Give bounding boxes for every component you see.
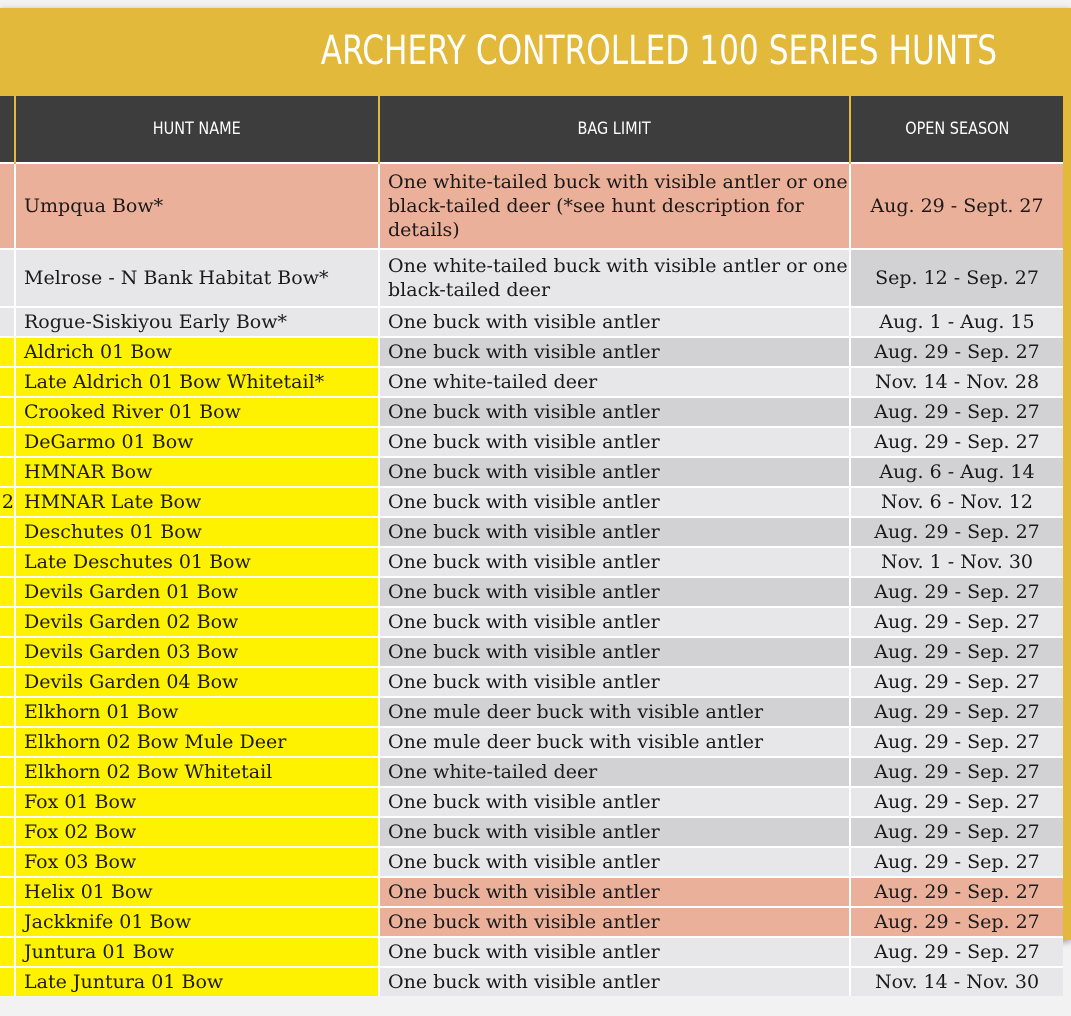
row-stub <box>0 787 15 817</box>
hunt-table-panel <box>0 8 1071 993</box>
table-row <box>0 967 1063 996</box>
hunt-name-cell: Devils Garden 03 Bow <box>15 637 379 667</box>
hunt-name-cell: Umpqua Bow* <box>15 163 379 249</box>
open-season-cell: Nov. 14 - Nov. 28 <box>850 367 1063 397</box>
bag-limit-cell: One mule deer buck with visible antler <box>379 727 850 757</box>
hunt-name-cell: Elkhorn 02 Bow Whitetail <box>15 757 379 787</box>
table-row <box>0 547 1063 577</box>
hunt-name-cell: Devils Garden 02 Bow <box>15 607 379 637</box>
bag-limit-cell: One mule deer buck with visible antler <box>379 697 850 727</box>
row-stub: 2 <box>0 487 15 517</box>
header-bag-limit <box>379 96 850 163</box>
hunt-name-cell: HMNAR Late Bow <box>15 487 379 517</box>
row-stub <box>0 727 15 757</box>
bag-limit-cell: One buck with visible antler <box>379 607 850 637</box>
hunt-name-cell: Fox 02 Bow <box>15 817 379 847</box>
open-season-cell: Aug. 29 - Sep. 27 <box>850 937 1063 967</box>
row-stub <box>0 249 15 307</box>
hunt-name-cell: DeGarmo 01 Bow <box>15 427 379 457</box>
table-row <box>0 577 1063 607</box>
table-row <box>0 163 1063 249</box>
hunt-name-cell: Helix 01 Bow <box>15 877 379 907</box>
table-row <box>0 427 1063 457</box>
header-stub <box>0 96 15 163</box>
hunts-table-wrap <box>0 96 1063 996</box>
bag-limit-cell: One buck with visible antler <box>379 637 850 667</box>
header-hunt-name-label: HUNT NAME <box>153 119 241 139</box>
open-season-cell: Aug. 29 - Sep. 27 <box>850 727 1063 757</box>
open-season-cell: Aug. 29 - Sep. 27 <box>850 757 1063 787</box>
row-stub <box>0 877 15 907</box>
bag-limit-cell: One buck with visible antler <box>379 787 850 817</box>
row-stub <box>0 637 15 667</box>
table-row <box>0 337 1063 367</box>
open-season-cell: Aug. 29 - Sep. 27 <box>850 577 1063 607</box>
table-row <box>0 517 1063 547</box>
table-row <box>0 607 1063 637</box>
row-stub <box>0 517 15 547</box>
row-stub <box>0 817 15 847</box>
bag-limit-cell: One buck with visible antler <box>379 517 850 547</box>
hunt-name-cell: Fox 03 Bow <box>15 847 379 877</box>
table-row <box>0 667 1063 697</box>
open-season-cell: Aug. 29 - Sep. 27 <box>850 517 1063 547</box>
row-stub <box>0 457 15 487</box>
table-row <box>0 697 1063 727</box>
open-season-cell: Aug. 29 - Sep. 27 <box>850 637 1063 667</box>
row-stub <box>0 427 15 457</box>
row-stub <box>0 163 15 249</box>
hunt-name-cell: Melrose - N Bank Habitat Bow* <box>15 249 379 307</box>
table-row <box>0 817 1063 847</box>
hunt-name-cell: Deschutes 01 Bow <box>15 517 379 547</box>
row-stub <box>0 667 15 697</box>
bag-limit-cell: One buck with visible antler <box>379 457 850 487</box>
table-row <box>0 907 1063 937</box>
open-season-cell: Aug. 29 - Sept. 27 <box>850 163 1063 249</box>
title-bar <box>0 8 1071 96</box>
bag-limit-cell: One white-tailed deer <box>379 367 850 397</box>
open-season-cell: Aug. 29 - Sep. 27 <box>850 877 1063 907</box>
open-season-cell: Aug. 29 - Sep. 27 <box>850 787 1063 817</box>
bag-limit-cell: One buck with visible antler <box>379 937 850 967</box>
bag-limit-cell: One white-tailed buck with visible antler or one black-tailed deer (*see hunt description for details) <box>379 163 850 249</box>
hunt-name-cell: Fox 01 Bow <box>15 787 379 817</box>
row-stub <box>0 397 15 427</box>
header-hunt-name <box>15 96 379 163</box>
row-stub <box>0 937 15 967</box>
bag-limit-cell: One buck with visible antler <box>379 487 850 517</box>
bag-limit-cell: One buck with visible antler <box>379 847 850 877</box>
hunt-name-cell: Jackknife 01 Bow <box>15 907 379 937</box>
bag-limit-cell: One buck with visible antler <box>379 877 850 907</box>
hunt-name-cell: Elkhorn 02 Bow Mule Deer <box>15 727 379 757</box>
page-title: ARCHERY CONTROLLED 100 SERIES HUNTS <box>320 28 997 74</box>
bag-limit-cell: One buck with visible antler <box>379 907 850 937</box>
row-stub <box>0 607 15 637</box>
open-season-cell: Aug. 29 - Sep. 27 <box>850 667 1063 697</box>
table-row <box>0 847 1063 877</box>
hunt-name-cell: Aldrich 01 Bow <box>15 337 379 367</box>
hunt-name-cell: Elkhorn 01 Bow <box>15 697 379 727</box>
table-row <box>0 367 1063 397</box>
table-row <box>0 457 1063 487</box>
open-season-cell: Aug. 29 - Sep. 27 <box>850 427 1063 457</box>
hunt-name-cell: Late Aldrich 01 Bow Whitetail* <box>15 367 379 397</box>
row-stub <box>0 577 15 607</box>
bag-limit-cell: One buck with visible antler <box>379 967 850 996</box>
row-stub <box>0 697 15 727</box>
row-stub <box>0 907 15 937</box>
table-row <box>0 487 1063 517</box>
hunt-name-cell: Crooked River 01 Bow <box>15 397 379 427</box>
open-season-cell: Nov. 6 - Nov. 12 <box>850 487 1063 517</box>
row-stub <box>0 967 15 996</box>
open-season-cell: Aug. 29 - Sep. 27 <box>850 607 1063 637</box>
row-stub <box>0 757 15 787</box>
table-row <box>0 307 1063 337</box>
open-season-cell: Aug. 29 - Sep. 27 <box>850 337 1063 367</box>
header-open-season-label: OPEN SEASON <box>904 119 1010 139</box>
hunt-name-cell: Juntura 01 Bow <box>15 937 379 967</box>
bag-limit-cell: One buck with visible antler <box>379 667 850 697</box>
open-season-cell: Aug. 29 - Sep. 27 <box>850 847 1063 877</box>
row-stub <box>0 367 15 397</box>
open-season-cell: Aug. 1 - Aug. 15 <box>850 307 1063 337</box>
open-season-cell: Sep. 12 - Sep. 27 <box>850 249 1063 307</box>
open-season-cell: Nov. 1 - Nov. 30 <box>850 547 1063 577</box>
table-row <box>0 937 1063 967</box>
hunt-name-cell: Late Juntura 01 Bow <box>15 967 379 996</box>
table-row <box>0 249 1063 307</box>
open-season-cell: Aug. 29 - Sep. 27 <box>850 697 1063 727</box>
hunt-name-cell: HMNAR Bow <box>15 457 379 487</box>
open-season-cell: Aug. 29 - Sep. 27 <box>850 817 1063 847</box>
header-bag-limit-label: BAG LIMIT <box>577 119 652 139</box>
table-row <box>0 397 1063 427</box>
row-stub <box>0 337 15 367</box>
hunt-name-cell: Devils Garden 04 Bow <box>15 667 379 697</box>
bag-limit-cell: One buck with visible antler <box>379 817 850 847</box>
open-season-cell: Aug. 29 - Sep. 27 <box>850 397 1063 427</box>
hunts-table <box>0 96 1063 996</box>
open-season-cell: Aug. 6 - Aug. 14 <box>850 457 1063 487</box>
bag-limit-cell: One buck with visible antler <box>379 397 850 427</box>
open-season-cell: Nov. 14 - Nov. 30 <box>850 967 1063 996</box>
bag-limit-cell: One buck with visible antler <box>379 577 850 607</box>
bag-limit-cell: One buck with visible antler <box>379 337 850 367</box>
hunt-name-cell: Devils Garden 01 Bow <box>15 577 379 607</box>
row-stub <box>0 847 15 877</box>
open-season-cell: Aug. 29 - Sep. 27 <box>850 907 1063 937</box>
bag-limit-cell: One buck with visible antler <box>379 307 850 337</box>
table-row <box>0 637 1063 667</box>
row-stub <box>0 547 15 577</box>
row-stub <box>0 307 15 337</box>
bag-limit-cell: One buck with visible antler <box>379 427 850 457</box>
hunt-name-cell: Late Deschutes 01 Bow <box>15 547 379 577</box>
table-row <box>0 757 1063 787</box>
table-row <box>0 787 1063 817</box>
bag-limit-cell: One white-tailed buck with visible antler or one black-tailed deer <box>379 249 850 307</box>
table-row <box>0 727 1063 757</box>
hunt-name-cell: Rogue-Siskiyou Early Bow* <box>15 307 379 337</box>
header-open-season <box>850 96 1063 163</box>
table-row <box>0 877 1063 907</box>
table-header-row <box>0 96 1063 163</box>
bag-limit-cell: One buck with visible antler <box>379 547 850 577</box>
bag-limit-cell: One white-tailed deer <box>379 757 850 787</box>
